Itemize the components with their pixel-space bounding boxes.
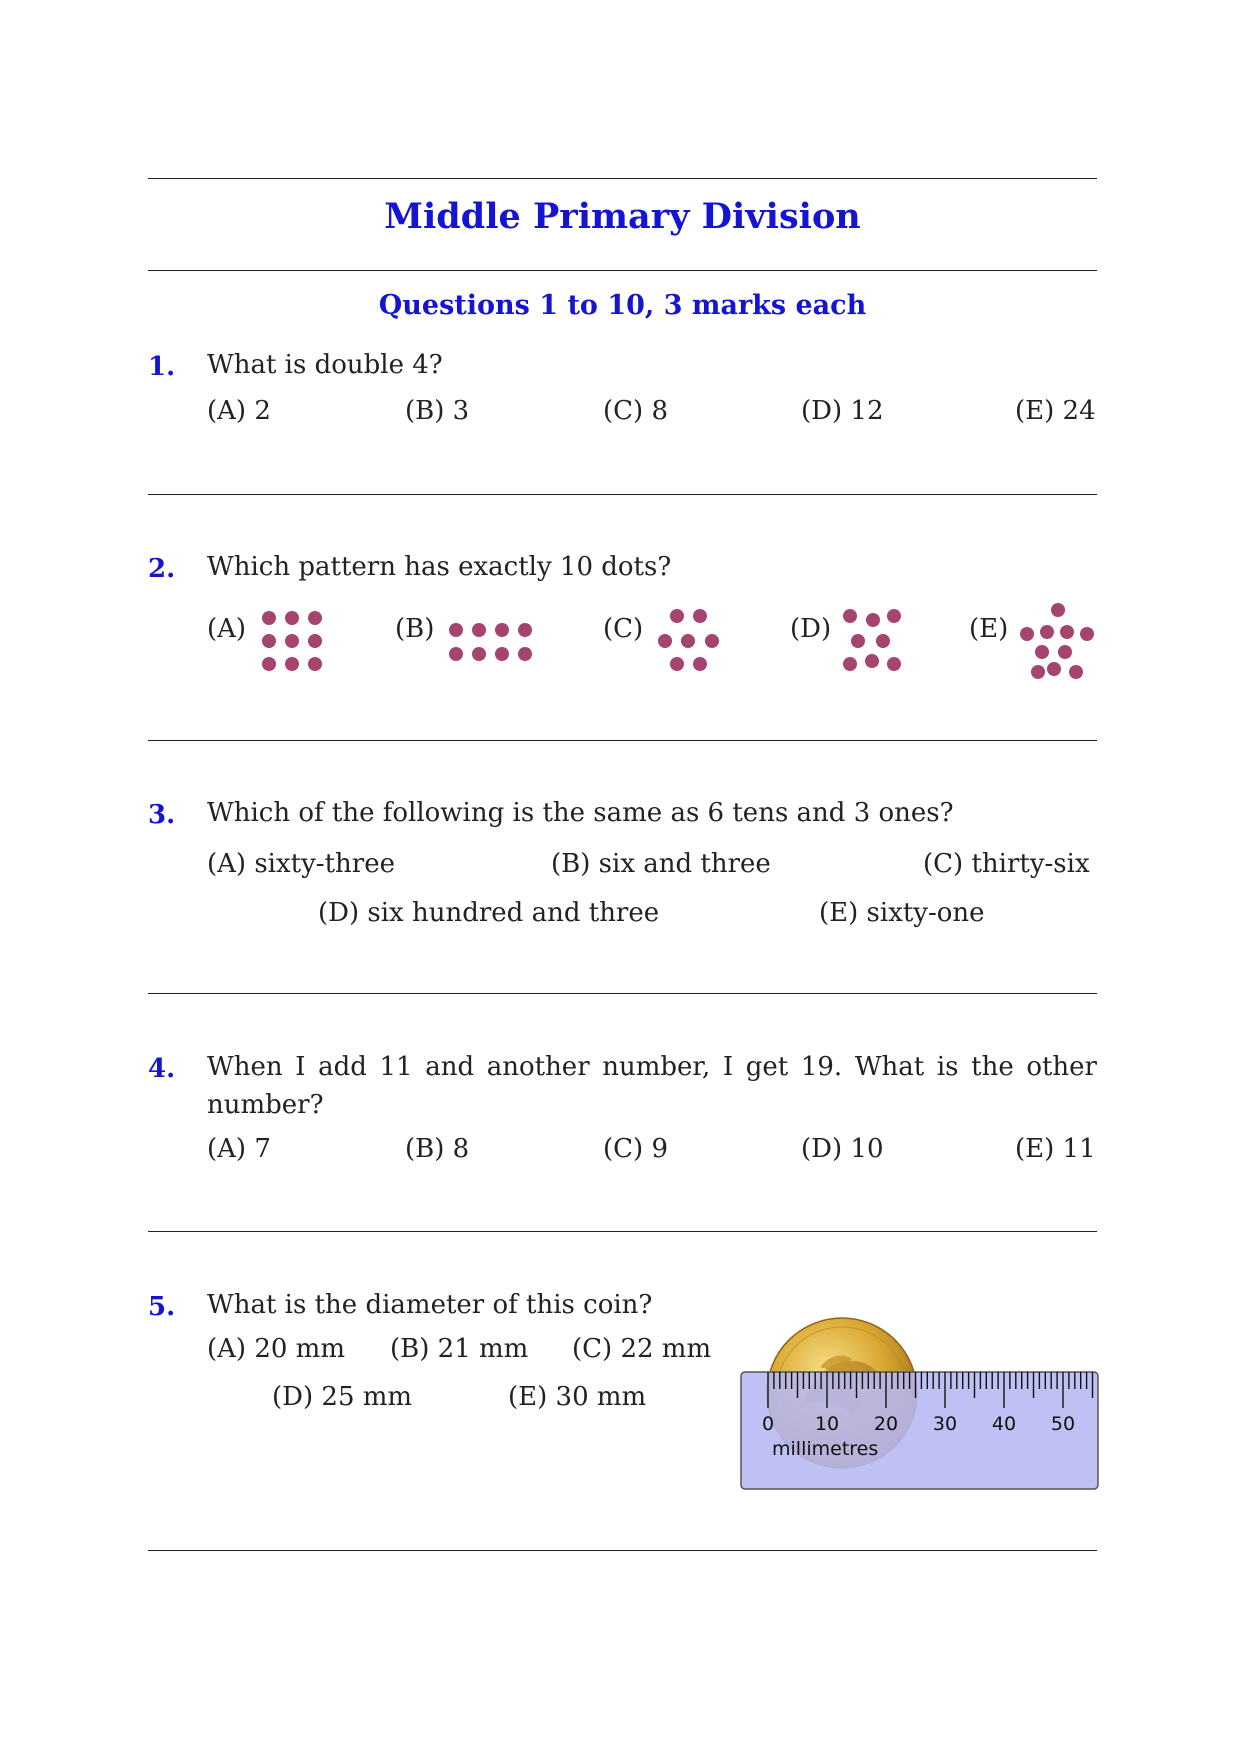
option-c[interactable]: (C) 9 <box>603 1134 668 1164</box>
ruler-tick-label: 10 <box>814 1413 840 1435</box>
option-d[interactable]: (D) 10 <box>801 1134 884 1164</box>
question-number: 3. <box>148 800 176 830</box>
divider-rule <box>148 494 1097 495</box>
option-c[interactable]: (C) 22 mm <box>572 1334 712 1364</box>
question-text: What is the diameter of this coin? <box>207 1290 653 1320</box>
dot-pattern-e <box>1015 598 1097 684</box>
option-d[interactable]: (D) six hundred and three <box>318 898 660 928</box>
option-a[interactable]: (A) 7 <box>207 1134 271 1164</box>
ruler-tick-label: 20 <box>873 1413 899 1435</box>
option-b[interactable]: (B) <box>395 614 435 644</box>
question-number: 2. <box>148 554 176 584</box>
ruler-tick-label: 30 <box>932 1413 958 1435</box>
option-e[interactable]: (E) sixty-one <box>819 898 985 928</box>
option-b[interactable]: (B) 3 <box>405 396 470 426</box>
top-rule <box>148 178 1097 179</box>
question-number: 5. <box>148 1292 176 1322</box>
option-e[interactable]: (E) 30 mm <box>508 1382 647 1412</box>
ruler-figure-svg <box>740 1295 1100 1495</box>
question-text: When I add 11 and another number, I get 19. What is the other number? <box>207 1052 1097 1120</box>
page-title: Middle Primary Division <box>384 196 861 237</box>
question-text: Which pattern has exactly 10 dots? <box>207 552 672 582</box>
question-number: 4. <box>148 1054 176 1084</box>
question-number: 1. <box>148 352 176 382</box>
section-subtitle: Questions 1 to 10, 3 marks each <box>378 290 867 321</box>
ruler-tick-label: 40 <box>991 1413 1017 1435</box>
option-a[interactable]: (A) 20 mm <box>207 1334 345 1364</box>
dot-pattern-a <box>257 604 327 676</box>
option-d[interactable]: (D) 12 <box>801 396 884 426</box>
option-c[interactable]: (C) <box>603 614 644 644</box>
title-rule <box>148 270 1097 271</box>
option-b[interactable]: (B) 21 mm <box>390 1334 529 1364</box>
dot-pattern-c <box>655 604 723 676</box>
option-a[interactable]: (A) 2 <box>207 396 271 426</box>
ruler-tick-label: 0 <box>761 1413 775 1435</box>
divider-rule <box>148 993 1097 994</box>
option-b[interactable]: (B) 8 <box>405 1134 470 1164</box>
ruler-unit-label: millimetres <box>772 1438 879 1460</box>
dot-pattern-b <box>444 616 540 668</box>
ruler-tick-label: 50 <box>1050 1413 1076 1435</box>
option-a[interactable]: (A) sixty-three <box>207 849 395 879</box>
question-text: Which of the following is the same as 6 tens and 3 ones? <box>207 798 954 828</box>
divider-rule <box>148 1231 1097 1232</box>
option-b[interactable]: (B) six and three <box>551 849 771 879</box>
option-e[interactable]: (E) 11 <box>1015 1134 1096 1164</box>
coin-ruler-figure <box>740 1295 1100 1499</box>
option-a[interactable]: (A) <box>207 614 247 644</box>
dot-pattern-d <box>838 604 908 676</box>
option-c[interactable]: (C) thirty-six <box>923 849 1090 879</box>
option-e[interactable]: (E) 24 <box>1015 396 1096 426</box>
option-d[interactable]: (D) 25 mm <box>272 1382 413 1412</box>
bottom-rule <box>148 1550 1097 1551</box>
option-d[interactable]: (D) <box>790 614 832 644</box>
question-text: What is double 4? <box>207 350 443 380</box>
ruler-body <box>741 1372 1098 1489</box>
divider-rule <box>148 740 1097 741</box>
option-c[interactable]: (C) 8 <box>603 396 668 426</box>
option-e[interactable]: (E) <box>969 614 1009 644</box>
